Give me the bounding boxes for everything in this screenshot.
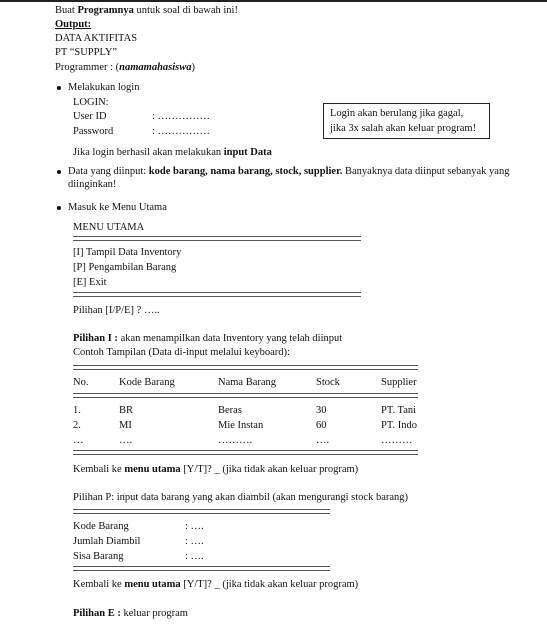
login-note-box [323, 103, 490, 139]
menu-prompt: Pilihan [I/P/E] ? ….. [73, 305, 160, 316]
option-p-separator-top [73, 509, 330, 514]
cell-stock: 30 [316, 405, 327, 416]
bullet-icon [57, 170, 61, 174]
field-sisa-barang-label: Sisa Barang [73, 551, 124, 562]
cell-nama: Mie Instan [218, 420, 264, 431]
login-title: LOGIN: [73, 97, 109, 108]
menu-title: MENU UTAMA [73, 222, 145, 233]
bullet-icon [57, 206, 61, 210]
cell-stock: 60 [316, 420, 327, 431]
programmer-line: Programmer : (namamahasiswa) [55, 62, 196, 73]
login-note-line-2: jika 3x salah akan keluar program! [330, 123, 477, 134]
table-separator-middle [73, 393, 418, 398]
menu-item-pengambilan: [P] Pengambilan Barang [73, 262, 177, 273]
login-note-line-1: Login akan berulang jika gagal, [330, 108, 464, 119]
cell-nama: Beras [218, 405, 242, 416]
option-p-separator-bottom [73, 566, 330, 571]
field-sisa-barang-value: : …. [185, 551, 204, 562]
cell-supplier: PT. Indo [381, 420, 417, 431]
menu-bullet: Masuk ke Menu Utama [68, 202, 167, 213]
login-success-text: Jika login berhasil akan melakukan input Data [73, 147, 272, 158]
output-label: Output: [55, 19, 92, 30]
menu-item-inventory: [I] Tampil Data Inventory [73, 247, 182, 258]
cell-stock: …. [316, 435, 330, 446]
field-jumlah-diambil-label: Jumlah Diambil [73, 536, 141, 547]
menu-item-exit: [E] Exit [73, 277, 107, 288]
table-header-no: No. [73, 377, 89, 388]
table-header-kode: Kode Barang [119, 377, 175, 388]
login-bullet: Melakukan login [68, 82, 140, 93]
user-id-label: User ID [73, 111, 107, 122]
back-to-menu-text-2: Kembali ke menu utama [Y/T]? _ (jika tidak akan keluar program) [73, 579, 359, 590]
option-p-text: Pilihan P: input data barang yang akan diambil (akan mengurangi stock barang) [73, 492, 409, 503]
table-header-nama: Nama Barang [218, 377, 277, 388]
cell-kode: …. [119, 435, 133, 446]
cell-no: 2. [73, 420, 81, 431]
intro-text: Buat Programnya untuk soal di bawah ini! [55, 5, 238, 16]
field-jumlah-diambil-value: : …. [185, 536, 204, 547]
cell-supplier: PT. Tani [381, 405, 417, 416]
back-to-menu-text-1: Kembali ke menu utama [Y/T]? _ (jika tidak akan keluar program) [73, 464, 359, 475]
table-header-supplier: Supplier [381, 377, 417, 388]
menu-separator-top [73, 236, 361, 241]
cell-nama: ………. [218, 435, 253, 446]
menu-separator-bottom [73, 292, 361, 297]
table-header-stock: Stock [316, 377, 340, 388]
option-i-text: Pilihan I : akan menampilkan data Inventory yang telah diinput [73, 333, 343, 344]
password-label: Password [73, 126, 114, 137]
field-kode-barang-value: : …. [185, 521, 204, 532]
cell-no: 1. [73, 405, 81, 416]
header-line-1: DATA AKTIFITAS [55, 33, 138, 44]
cell-no: … [73, 435, 84, 446]
field-kode-barang-label: Kode Barang [73, 521, 129, 532]
user-id-value: : …………… [152, 111, 211, 122]
header-line-2: PT “SUPPLY” [55, 47, 118, 58]
cell-supplier: ……… [381, 435, 413, 446]
bullet-icon [57, 86, 61, 90]
table-separator-bottom [73, 450, 418, 455]
table-separator-top [73, 365, 418, 370]
option-i-example: Contoh Tampilan (Data di-input melalui keyboard): [73, 347, 290, 358]
password-value: : …………… [152, 126, 211, 137]
top-border [0, 0, 547, 2]
cell-kode: MI [119, 420, 132, 431]
data-input-text: Data yang diinput: kode barang, nama barang, stock, supplier. Banyaknya data diinput sebanyak yang diinginkan! [68, 166, 510, 190]
option-e-text: Pilihan E : keluar program [73, 608, 188, 619]
cell-kode: BR [119, 405, 134, 416]
